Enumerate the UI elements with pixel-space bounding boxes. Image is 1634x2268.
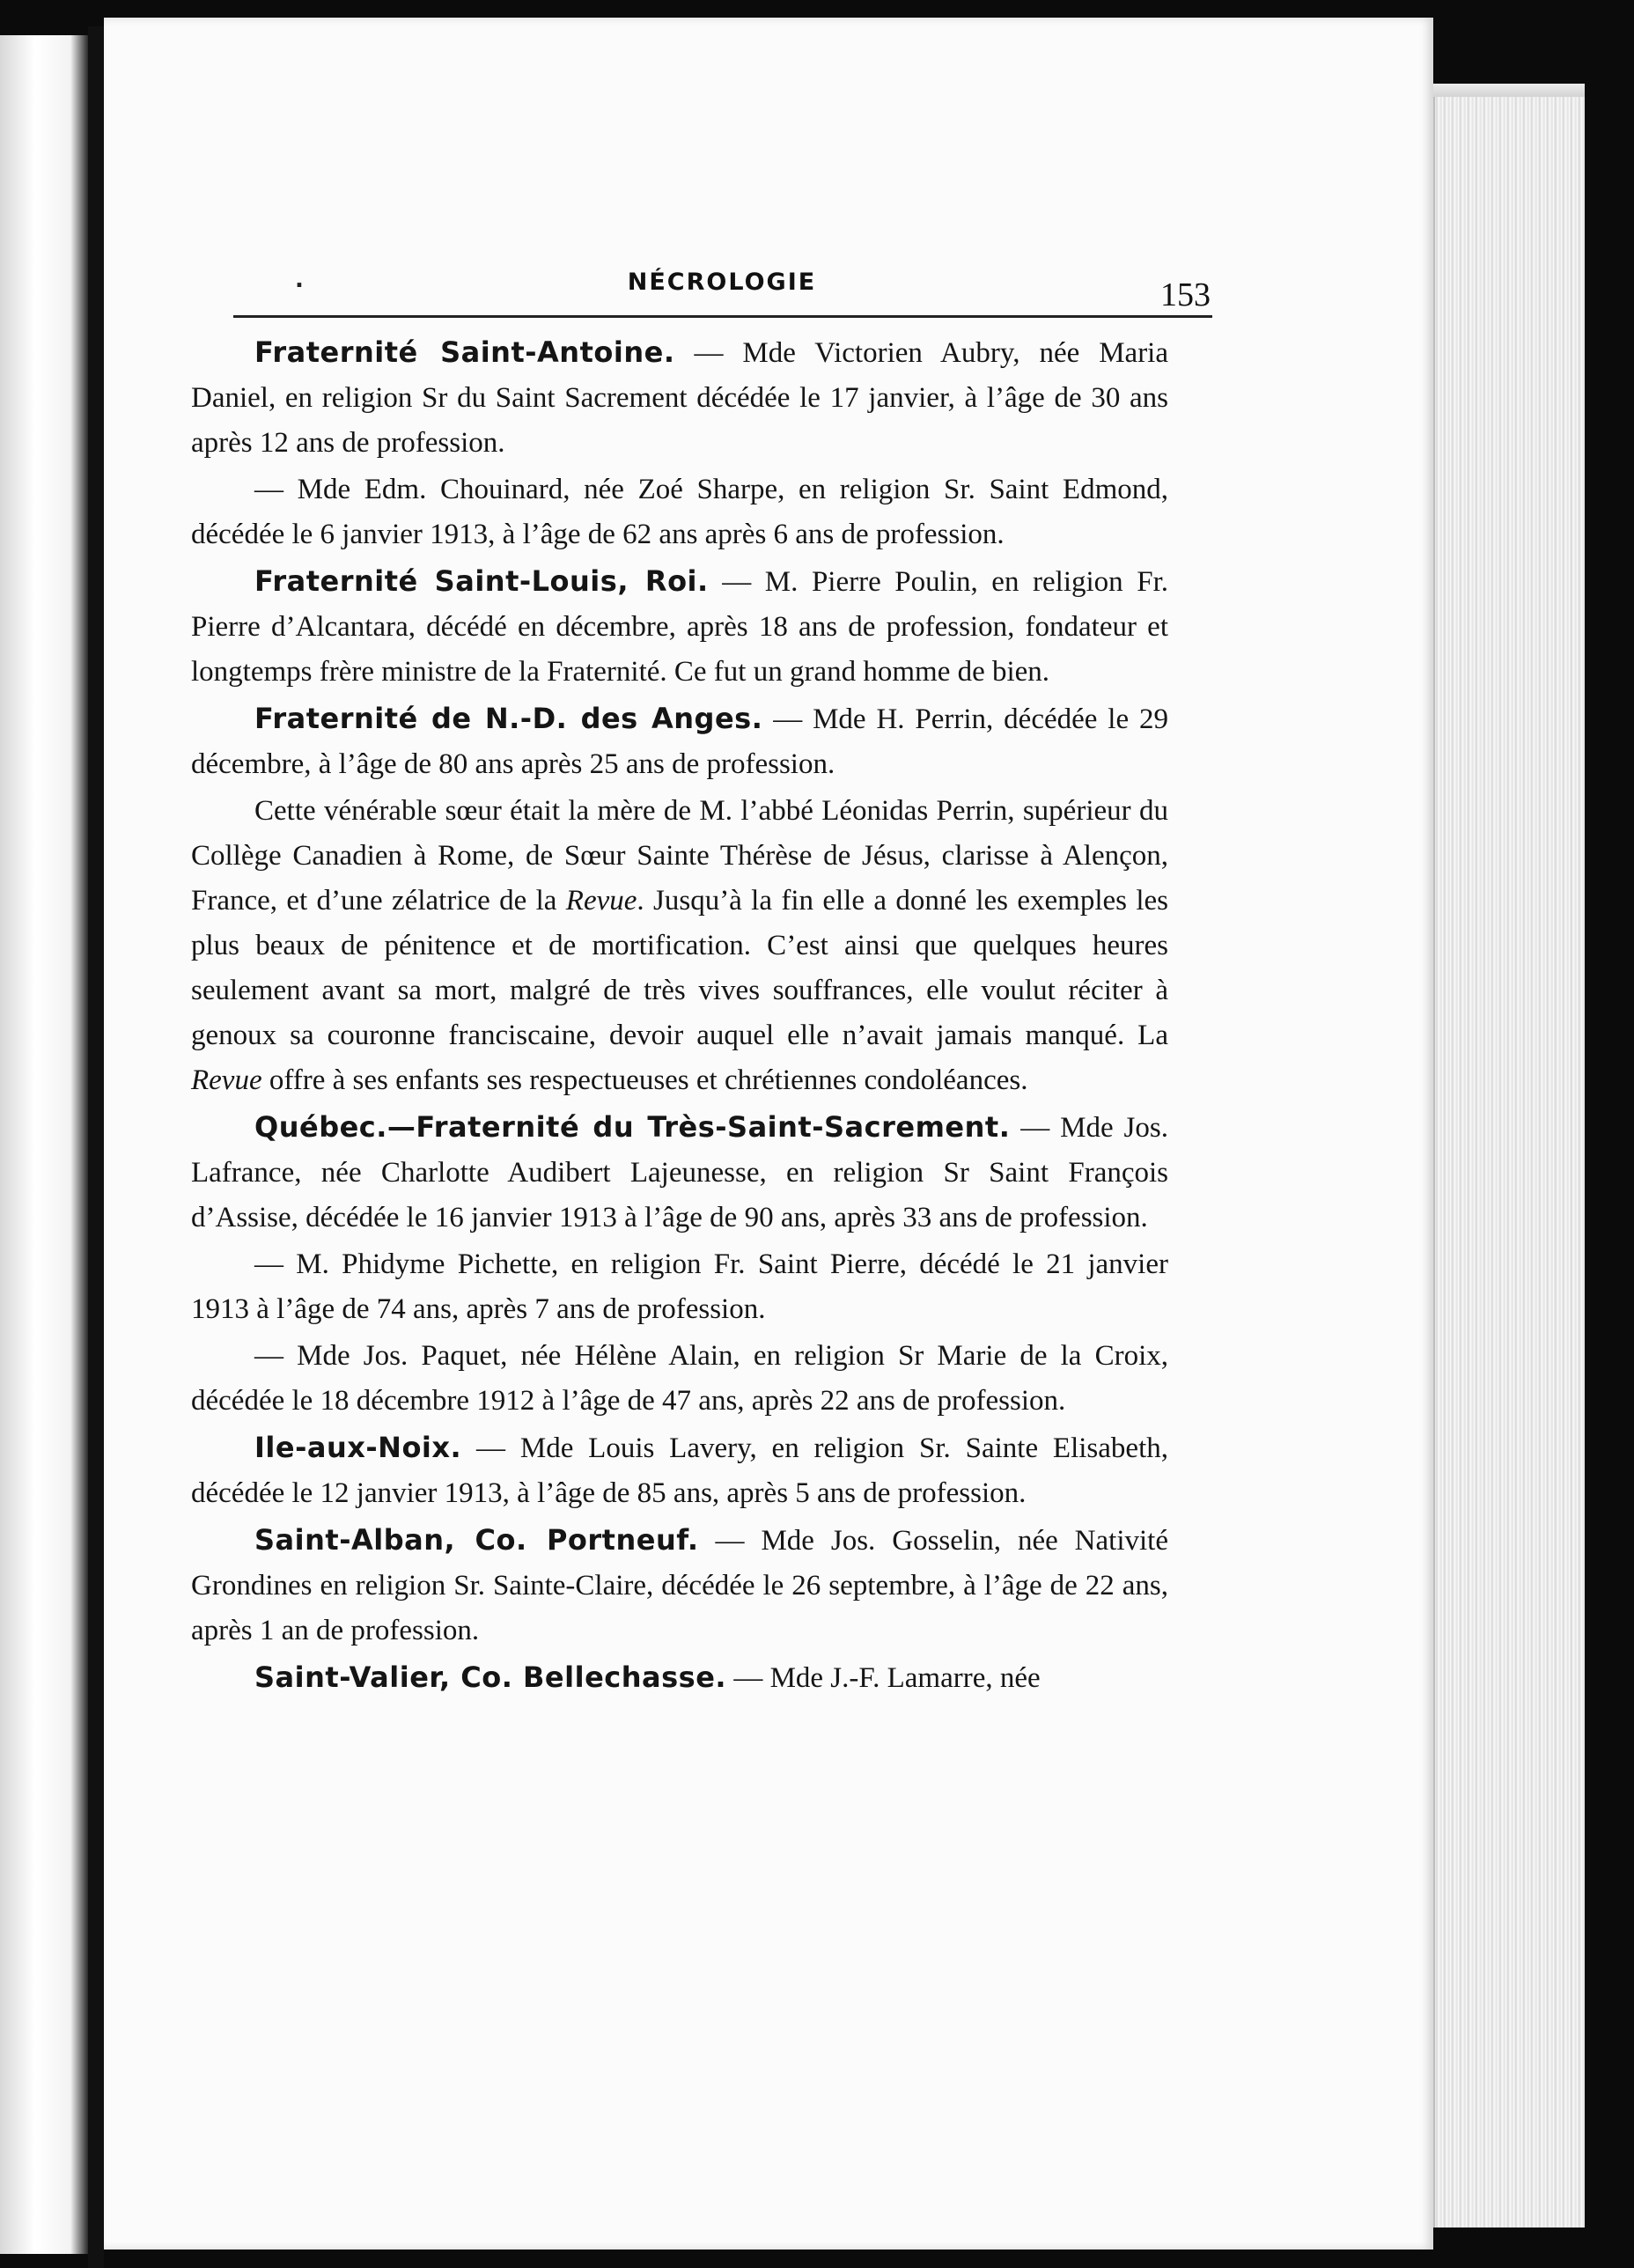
entry-heading: Québec.—Fraternité du Très-Saint-Sacrement.	[254, 1110, 1011, 1144]
entry-paragraph	[191, 1242, 1168, 1332]
entry-text: — Mde Victorien Aubry, née Maria Daniel, en religion Sr du Saint Sacrement décédée le 17 janvier, à l’âge de 30 ans après 12 ans de profession.	[191, 337, 1168, 459]
entry-text: — Mde H. Perrin, décédée le 29 décembre, à l’âge de 80 ans après 25 ans de profession.	[191, 703, 1168, 780]
revue-title: Revue	[191, 1064, 262, 1096]
entry-text: — Mde Jos. Lafrance, née Charlotte Audibert Lajeunesse, en religion Sr Saint François d’Assise, décédée le 16 janvier 1913 à l’âge de 90 ans, après 33 ans de profession.	[191, 1112, 1168, 1233]
header-rule	[233, 315, 1212, 318]
entry-paragraph	[191, 1425, 1168, 1516]
page-header	[233, 260, 1211, 313]
entry-text: — Mde Louis Lavery, en religion Sr. Sainte Elisabeth, décédée le 12 janvier 1913, à l’âge de 85 ans, après 5 ans de profession.	[191, 1432, 1168, 1509]
entry-paragraph	[191, 1105, 1168, 1241]
tribute-paragraph	[191, 789, 1168, 1103]
entry-paragraph	[191, 696, 1168, 787]
entry-paragraph	[191, 1334, 1168, 1424]
entry-paragraph	[191, 468, 1168, 557]
entry-heading: Saint-Alban, Co. Portneuf.	[254, 1523, 699, 1557]
entry-heading: Ile-aux-Noix.	[254, 1431, 462, 1464]
entry-text: — Mde Edm. Chouinard, née Zoé Sharpe, en religion Sr. Saint Edmond, décédée le 6 janvier 1913, à l’âge de 62 ans après 6 ans de profession.	[191, 474, 1168, 550]
running-title: NÉCROLOGIE	[627, 269, 817, 296]
page-number: 153	[1160, 276, 1211, 313]
entry-text: — Mde Jos. Paquet, née Hélène Alain, en religion Sr Marie de la Croix, décédée le 18 décembre 1912 à l’âge de 47 ans, après 22 ans de profession.	[191, 1340, 1168, 1417]
entry-heading: Saint-Valier, Co. Bellechasse.	[254, 1660, 727, 1694]
tribute-text-start: Cette vénérable sœur était la mère de M. l’abbé Léonidas Perrin, supérieur du Collège Canadien à Rome, de Sœur Sainte Thérèse de Jésus, clarisse à Alençon, France, et d’une zélatrice de la	[191, 795, 1168, 917]
entry-paragraph	[191, 330, 1168, 466]
entry-text: — Mde Jos. Gosselin, née Nativité Grondines en religion Sr. Sainte-Claire, décédée le 26 septembre, à l’âge de 22 ans, après 1 an de profession.	[191, 1525, 1168, 1646]
tribute-text-middle: . Jusqu’à la fin elle a donné les exemples les plus beaux de pénitence et de mortification. C’est ainsi que quelques heures seulement avant sa mort, malgré de très vives souffrances, elle voulut réciter à genoux sa couronne franciscaine, devoir auquel elle n’avait jamais manqué. La	[191, 885, 1168, 1051]
entry-heading: Fraternité Saint-Louis, Roi.	[254, 564, 709, 598]
entry-text: — M. Pierre Poulin, en religion Fr. Pierre d’Alcantara, décédé en décembre, après 18 ans de profession, fondateur et longtemps frère ministre de la Fraternité. Ce fut un grand homme de bien.	[191, 566, 1168, 688]
revue-title: Revue	[565, 885, 637, 917]
entry-paragraph	[191, 1655, 1168, 1701]
body-text	[191, 330, 1168, 1703]
entry-paragraph	[191, 559, 1168, 695]
previous-page-edge	[0, 35, 88, 2254]
entry-heading: Fraternité de N.-D. des Anges.	[254, 702, 763, 735]
entry-paragraph	[191, 1518, 1168, 1653]
header-mark: .	[295, 267, 304, 293]
book-gutter	[88, 26, 104, 2268]
tribute-text-end: offre à ses enfants ses respectueuses et chrétiennes condoléances.	[261, 1064, 1028, 1096]
page-stack-edge	[1433, 97, 1585, 2228]
entry-text: — M. Phidyme Pichette, en religion Fr. Saint Pierre, décédé le 21 janvier 1913 à l’âge de 74 ans, après 7 ans de profession.	[191, 1248, 1168, 1325]
entry-text: — Mde J.-F. Lamarre, née	[726, 1662, 1041, 1694]
entry-heading: Fraternité Saint-Antoine.	[254, 335, 675, 369]
